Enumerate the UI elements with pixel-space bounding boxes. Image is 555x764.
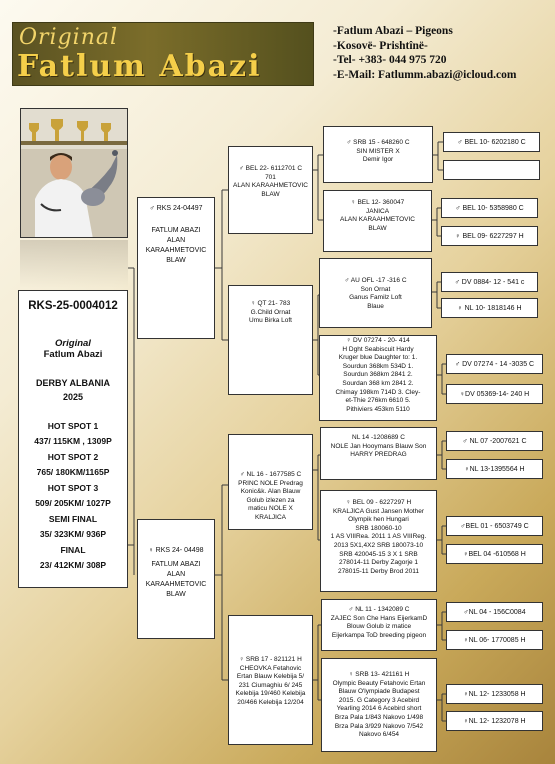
card-line: Eijerkampa ToD breeding pigeon xyxy=(331,631,427,639)
card-line: ♀ SRB 17 - 821121 H xyxy=(239,656,302,663)
card-line: SRB 180060-10 xyxy=(355,524,402,532)
card-line: Demir Igor xyxy=(362,156,394,164)
result-label: HOT SPOT 3 xyxy=(47,483,99,493)
card-line: ♂ BEL 22- 6112701 C xyxy=(238,165,303,172)
grandparent-card xyxy=(228,285,313,395)
result-label: HOT SPOT 2 xyxy=(47,452,99,462)
card-line: 231 Ciumaghiu 6/ 245 xyxy=(238,681,303,689)
card-line: ♀ QT 21- 783 xyxy=(250,300,291,307)
contact-phone: -Tel- +383- 044 975 720 xyxy=(333,54,447,66)
card-line: ♂ AU OFL -17 -316 C xyxy=(344,277,407,284)
card-line: Umu Birka Loft xyxy=(249,317,292,325)
card-line: Olympik hen Hungari xyxy=(348,516,409,524)
dam-ring: ♀ RKS 24- 04498 xyxy=(148,547,204,554)
sire-card xyxy=(137,197,215,339)
ancestor-card: ♀NL 12- 1232078 H xyxy=(446,711,543,731)
ancestor-card: ♂ DV 07274 - 14 -3035 C xyxy=(446,354,543,374)
grandparent-card xyxy=(228,615,313,745)
great-grandparent-card xyxy=(319,258,432,328)
sire-line: FATLUM ABAZI xyxy=(151,227,201,234)
card-line: 278014-11 Derby Zagorje 1 xyxy=(338,559,418,567)
card-line: Golub izlezen za xyxy=(246,496,295,504)
card-line: Konic&k. Alan Blauw xyxy=(240,488,301,496)
ancestor-card: ♀NL 12- 1233058 H xyxy=(446,684,543,704)
contact-info xyxy=(333,24,548,82)
card-line: Kruger blue Daughter to: 1. xyxy=(338,354,418,362)
sire-line: ALAN KARAAHMETOVIC xyxy=(145,237,207,254)
ancestor-card: ♂BEL 01 - 6503749 C xyxy=(446,516,543,536)
result-value: 437/ 115KM , 1309P xyxy=(34,436,112,446)
card-line: ♂ SRB 15 - 648260 C xyxy=(346,139,410,146)
card-line: et-Thie 276km 6610 5. xyxy=(345,397,411,405)
card-line: Nakovo 6/454 xyxy=(358,731,400,739)
sire-line: BLAW xyxy=(166,257,186,264)
great-grandparent-card xyxy=(321,599,437,651)
card-line: ALAN KARAAHMETOVIC xyxy=(339,216,415,224)
owner-with-pigeon-image xyxy=(21,109,128,238)
card-line: PRINC NOLE Predrag xyxy=(238,479,303,487)
card-line: Sourdun 368km 534D 1. xyxy=(342,362,414,370)
photo-reflection xyxy=(20,240,128,288)
dam-line: BLAW xyxy=(166,591,186,598)
card-line: 1 AS VIIIRea. 2011 1 AS VIIIReg. xyxy=(330,533,427,541)
dam-line: ALAN KARAAHMETOVIC xyxy=(145,571,207,588)
card-line: ♀ SRB 13- 421161 H xyxy=(348,671,410,678)
ancestor-card: ♂ NL 07 -2007621 C xyxy=(446,431,543,451)
ancestor-card: ♂ DV 0884- 12 - 541 c xyxy=(441,272,538,292)
ancestor-card: ♀NL 06- 1770085 H xyxy=(446,630,543,650)
card-line: Sourdun 368km 2841 2. xyxy=(343,371,413,379)
card-line: Blauw O'lympiade Budapest xyxy=(338,688,420,696)
card-line: Olympic Beauty Fetahovic Ertan xyxy=(332,679,426,687)
card-line: KRALJICA Gust Jansen Mother xyxy=(332,507,425,515)
card-line: ♀ BEL 12- 360047 xyxy=(350,199,405,206)
great-grandparent-card xyxy=(319,335,437,421)
main-year: 2025 xyxy=(62,392,84,402)
card-line: Kelebija 19/460 Kelebija xyxy=(235,690,306,698)
card-line: NOLE Jan Hooymans Blauw Son xyxy=(330,442,427,450)
card-line: Chimay 198km 714D 3. Cley- xyxy=(335,388,421,396)
card-line: 2013 5X1,4X2 SRB 180073-10 xyxy=(333,541,424,549)
logo-original-text: Original xyxy=(19,25,119,50)
card-line: Blouw Golub iz matice xyxy=(346,623,412,631)
card-line: Ertan Blauw Kelebija 5/ xyxy=(236,673,305,681)
main-owner: Fatlum Abazi xyxy=(43,349,103,360)
card-line: HARRY PREDRAG xyxy=(350,451,407,459)
result-label: FINAL xyxy=(60,545,86,555)
result-label: HOT SPOT 1 xyxy=(47,421,99,431)
contact-name: -Fatlum Abazi – Pigeons xyxy=(333,25,453,37)
ancestor-card: ♀ NL 10- 1818146 H xyxy=(441,298,538,318)
ancestor-card: ♀BEL 04 -610568 H xyxy=(446,544,543,564)
card-line: 20/466 Kelebija 12/204 xyxy=(237,698,304,706)
card-line: SIN MISTER X xyxy=(356,147,400,155)
great-grandparent-card xyxy=(320,490,437,592)
card-line: ZAJEC Son Che Hans EijerkamD xyxy=(330,614,428,622)
card-line: Brza Pala 1/843 Nakovo 1/498 xyxy=(334,713,424,721)
grandparent-card xyxy=(228,434,313,530)
card-line: ♂ NL 16 - 1677585 C xyxy=(239,471,302,478)
card-line: Son Ornat xyxy=(360,285,391,293)
great-grandparent-card xyxy=(321,658,437,752)
card-line: SRB 420045-15 3 X 1 SRB xyxy=(339,550,418,558)
great-grandparent-card xyxy=(320,427,437,480)
card-line: NL 14 -1208689 C xyxy=(352,434,405,441)
card-line: Brza Pala 3/929 Nakovo 7/542 xyxy=(334,722,424,730)
card-line: ♀ DV 07274 - 20- 414 xyxy=(346,337,410,344)
card-line: CHEOVKA Fetahovic xyxy=(239,664,302,672)
card-line: BLAW xyxy=(368,224,387,232)
result-value: 509/ 205KM/ 1027P xyxy=(35,498,111,508)
ancestor-card: ♂NL 04 - 156C0084 xyxy=(446,602,543,622)
great-grandparent-card xyxy=(323,126,433,183)
ancestor-card xyxy=(443,160,540,180)
card-line: 278015-11 Derby Brod 2011 xyxy=(337,567,420,575)
logo-name-text: Fatlum Abazi xyxy=(17,49,262,84)
grandparent-card xyxy=(228,146,313,234)
card-line: Sourdan 368 km 2841 2. xyxy=(342,379,414,387)
card-line: KRALJICA xyxy=(254,513,287,521)
sire-ring: ♂ RKS 24-04497 xyxy=(149,205,203,212)
contact-location: -Kosovë- Prishtînë- xyxy=(333,39,428,52)
card-line: ALAN KARAAHMETOVIC xyxy=(232,182,308,190)
main-pigeon-card xyxy=(18,290,128,588)
card-line: Pithiviers 453km 5110 xyxy=(346,405,410,413)
card-line: maticu NOLE X xyxy=(248,505,293,513)
main-ring-number: RKS-25-0004012 xyxy=(28,300,118,312)
ancestor-card: ♀DV 05369-14- 240 H xyxy=(446,384,543,404)
ancestor-card: ♀NL 13-1395564 H xyxy=(446,459,543,479)
contact-email: -E-Mail: Fatlumm.abazi@icloud.com xyxy=(333,68,517,81)
card-line: Ganus Familz Loft xyxy=(349,294,402,302)
main-race: DERBY ALBANIA xyxy=(35,378,110,388)
result-value: 23/ 412KM/ 308P xyxy=(39,560,107,570)
ancestor-card: ♀ BEL 09- 6227297 H xyxy=(441,226,538,246)
card-line: JANICA xyxy=(365,207,390,215)
card-line: Yearling 2014 6 Acebird short xyxy=(336,705,422,713)
ancestor-card: ♂ BEL 10- 6202180 C xyxy=(443,132,540,152)
card-line: 701 xyxy=(265,173,276,181)
card-line: 2015. G Category 3 Acebird xyxy=(338,696,420,704)
card-line: ♂ NL 11 - 1342089 C xyxy=(348,606,410,613)
owner-photo xyxy=(20,108,128,238)
great-grandparent-card xyxy=(323,190,432,252)
result-label: SEMI FINAL xyxy=(48,514,98,524)
dam-card xyxy=(137,519,215,639)
main-original-label: Original xyxy=(55,338,91,349)
ancestor-card: ♂ BEL 10- 5358980 C xyxy=(441,198,538,218)
brand-logo xyxy=(12,22,314,86)
card-line: Blaue xyxy=(367,302,384,310)
result-value: 35/ 323KM/ 936P xyxy=(39,529,107,539)
card-line: BLAW xyxy=(261,190,280,198)
card-line: ♀ BEL 09 - 6227297 H xyxy=(345,499,412,506)
card-line: H Dght Seabiscuit Hardy xyxy=(342,345,414,353)
result-value: 765/ 180KM/1165P xyxy=(36,467,110,477)
card-line: G.Child Ornat xyxy=(250,308,291,316)
dam-line: FATLUM ABAZI xyxy=(151,561,201,568)
